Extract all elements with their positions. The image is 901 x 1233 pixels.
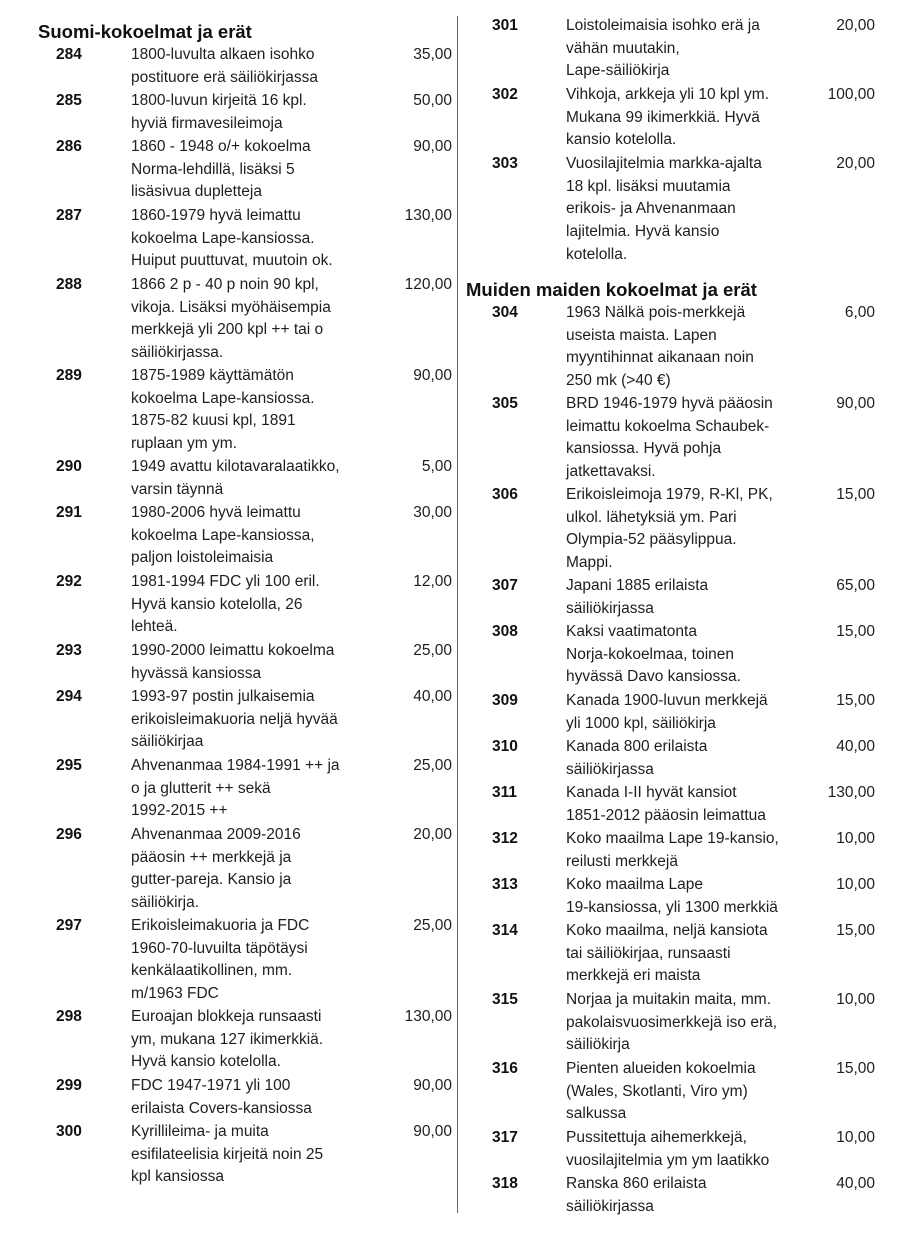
lot-price: 130,00 [404,1008,452,1025]
lot-number: 291 [56,504,82,521]
lot-description: Loistoleimaisia isohko erä ja vähän muutakin, Lape-säiliökirja [566,17,760,80]
lot-description: Ahvenanmaa 2009-2016 pääosin ++ merkkejä ja gutter-pareja. Kansio ja säiliökirja. [131,826,301,912]
lot-price: 65,00 [836,577,875,594]
lot-price: 25,00 [413,642,452,659]
lot-description: Kanada 800 erilaista säiliökirjassa [566,738,708,778]
lot-number: 295 [56,757,82,774]
lot-price: 100,00 [827,86,875,103]
lot-price: 130,00 [404,207,452,224]
lot-price: 20,00 [836,155,875,172]
lot-price: 6,00 [844,304,875,321]
lot-number: 315 [492,991,518,1008]
lot-number: 305 [492,395,518,412]
lot-description: Japani 1885 erilaista säiliökirjassa [566,577,709,617]
lot-description: Pussitettuja aihemerkkejä, vuosilajitelmia ym ym laatikko [566,1129,770,1169]
lot-price: 50,00 [413,92,452,109]
lot-description: Kanada 1900-luvun merkkejä yli 1000 kpl, säiliökirja [566,692,768,732]
lot-number: 289 [56,367,82,384]
lot-description: 1963 Nälkä pois-merkkejä useista maista. Lapen myyntihinnat aikanaan noin 250 mk (>40 €) [566,304,754,390]
lot-price: 35,00 [413,46,452,63]
lot-description: Ranska 860 erilaista säiliökirjassa [566,1175,707,1215]
lot-number: 311 [492,784,518,801]
lot-number: 293 [56,642,82,659]
lot-description: FDC 1947-1971 yli 100 erilaista Covers-kansiossa [131,1077,312,1117]
lot-number: 287 [56,207,82,224]
column-divider [457,16,458,1213]
lot-number: 292 [56,573,82,590]
lot-price: 20,00 [836,17,875,34]
lot-number: 299 [56,1077,82,1094]
lot-number: 312 [492,830,518,847]
lot-number: 294 [56,688,82,705]
lot-price: 30,00 [413,504,452,521]
lot-price: 90,00 [413,1123,452,1140]
lot-number: 297 [56,917,82,934]
lot-number: 286 [56,138,82,155]
lot-number: 307 [492,577,518,594]
lot-description: 1800-luvulta alkaen isohko postituore erä säiliökirjassa [131,46,318,86]
lot-price: 10,00 [836,830,875,847]
lot-description: Koko maailma Lape 19-kansio, reilusti merkkejä [566,830,779,870]
lot-number: 298 [56,1008,82,1025]
lot-description: Kaksi vaatimatonta Norja-kokoelmaa, toinen hyvässä Davo kansiossa. [566,623,741,686]
lot-description: 1993-97 postin julkaisemia erikoisleimakuoria neljä hyvää säiliökirjaa [131,688,338,751]
lot-price: 15,00 [836,486,875,503]
lot-description: BRD 1946-1979 hyvä pääosin leimattu kokoelma Schaubek- kansiossa. Hyvä pohja jatkettavaksi. [566,395,773,481]
lot-number: 310 [492,738,518,755]
lot-price: 10,00 [836,876,875,893]
lot-description: Vuosilajitelmia markka-ajalta 18 kpl. lisäksi muutamia erikois- ja Ahvenanmaan lajitelmia. Hyvä kansio kotelolla. [566,155,762,263]
lot-description: Euroajan blokkeja runsaasti ym, mukana 127 ikimerkkiä. Hyvä kansio kotelolla. [131,1008,324,1071]
lot-price: 90,00 [836,395,875,412]
lot-price: 15,00 [836,922,875,939]
lot-description: Erikoisleimoja 1979, R-Kl, PK, ulkol. lähetyksiä ym. Pari Olympia-52 pääsylippua. Mappi. [566,486,773,572]
section-heading-other-countries: Muiden maiden kokoelmat ja erät [466,279,757,300]
lot-number: 313 [492,876,518,893]
lot-description: 1875-1989 käyttämätön kokoelma Lape-kansiossa. 1875-82 kuusi kpl, 1891 ruplaan ym ym. [131,367,315,453]
lot-description: 1860-1979 hyvä leimattu kokoelma Lape-kansiossa. Huiput puuttuvat, muutoin ok. [131,207,333,270]
lot-description: Kyrillileima- ja muita esifilateelisia kirjeitä noin 25 kpl kansiossa [131,1123,324,1186]
lot-description: 1866 2 p - 40 p noin 90 kpl, vikoja. Lisäksi myöhäisempia merkkejä yli 200 kpl ++ tai o säiliökirjassa. [131,276,331,362]
lot-number: 314 [492,922,518,939]
lot-description: Ahvenanmaa 1984-1991 ++ ja o ja glutterit ++ sekä 1992-2015 ++ [131,757,340,820]
lot-number: 302 [492,86,518,103]
lot-number: 285 [56,92,82,109]
lot-description: Kanada I-II hyvät kansiot 1851-2012 pääosin leimattua [566,784,766,824]
lot-number: 304 [492,304,518,321]
lot-description: 1949 avattu kilotavaralaatikko, varsin täynnä [131,458,340,498]
lot-price: 20,00 [413,826,452,843]
lot-price: 40,00 [413,688,452,705]
lot-description: Koko maailma, neljä kansiota tai säiliökirjaa, runsaasti merkkejä eri maista [566,922,768,985]
lot-number: 316 [492,1060,518,1077]
section-heading-finland: Suomi-kokoelmat ja erät [38,21,252,42]
lot-price: 15,00 [836,623,875,640]
lot-price: 90,00 [413,367,452,384]
lot-description: 1981-1994 FDC yli 100 eril. Hyvä kansio kotelolla, 26 lehteä. [131,573,320,636]
lot-description: Koko maailma Lape 19-kansiossa, yli 1300 merkkiä [566,876,778,916]
lot-price: 40,00 [836,738,875,755]
lot-description: 1980-2006 hyvä leimattu kokoelma Lape-kansiossa, paljon loistoleimaisia [131,504,315,567]
lot-price: 10,00 [836,991,875,1008]
lot-price: 5,00 [421,458,452,475]
lot-price: 12,00 [413,573,452,590]
lot-price: 25,00 [413,757,452,774]
lot-description: 1860 - 1948 o/+ kokoelma Norma-lehdillä, lisäksi 5 lisäsivua dupletteja [131,138,311,201]
lot-price: 120,00 [404,276,452,293]
lot-price: 130,00 [827,784,875,801]
lot-number: 301 [492,17,518,34]
lot-price: 15,00 [836,1060,875,1077]
lot-description: Vihkoja, arkkeja yli 10 kpl ym. Mukana 99 ikimerkkiä. Hyvä kansio kotelolla. [566,86,770,149]
lot-price: 25,00 [413,917,452,934]
lot-number: 288 [56,276,82,293]
lot-number: 317 [492,1129,518,1146]
lot-price: 10,00 [836,1129,875,1146]
lot-description: Pienten alueiden kokoelmia (Wales, Skotlanti, Viro ym) salkussa [566,1060,756,1123]
lot-number: 303 [492,155,518,172]
lot-number: 290 [56,458,82,475]
lot-number: 318 [492,1175,518,1192]
lot-number: 296 [56,826,82,843]
lot-description: Erikoisleimakuoria ja FDC 1960-70-luvuilta täpötäysi kenkälaatikollinen, mm. m/1963 FDC [131,917,310,1003]
lot-number: 284 [56,46,82,63]
lot-description: 1800-luvun kirjeitä 16 kpl. hyviä firmavesileimoja [131,92,307,132]
lot-number: 309 [492,692,518,709]
lot-number: 308 [492,623,518,640]
lot-number: 300 [56,1123,82,1140]
lot-number: 306 [492,486,518,503]
lot-price: 90,00 [413,1077,452,1094]
lot-price: 90,00 [413,138,452,155]
lot-description: 1990-2000 leimattu kokoelma hyvässä kansiossa [131,642,335,682]
lot-description: Norjaa ja muitakin maita, mm. pakolaisvuosimerkkejä iso erä, säiliökirja [566,991,778,1054]
lot-price: 40,00 [836,1175,875,1192]
lot-price: 15,00 [836,692,875,709]
